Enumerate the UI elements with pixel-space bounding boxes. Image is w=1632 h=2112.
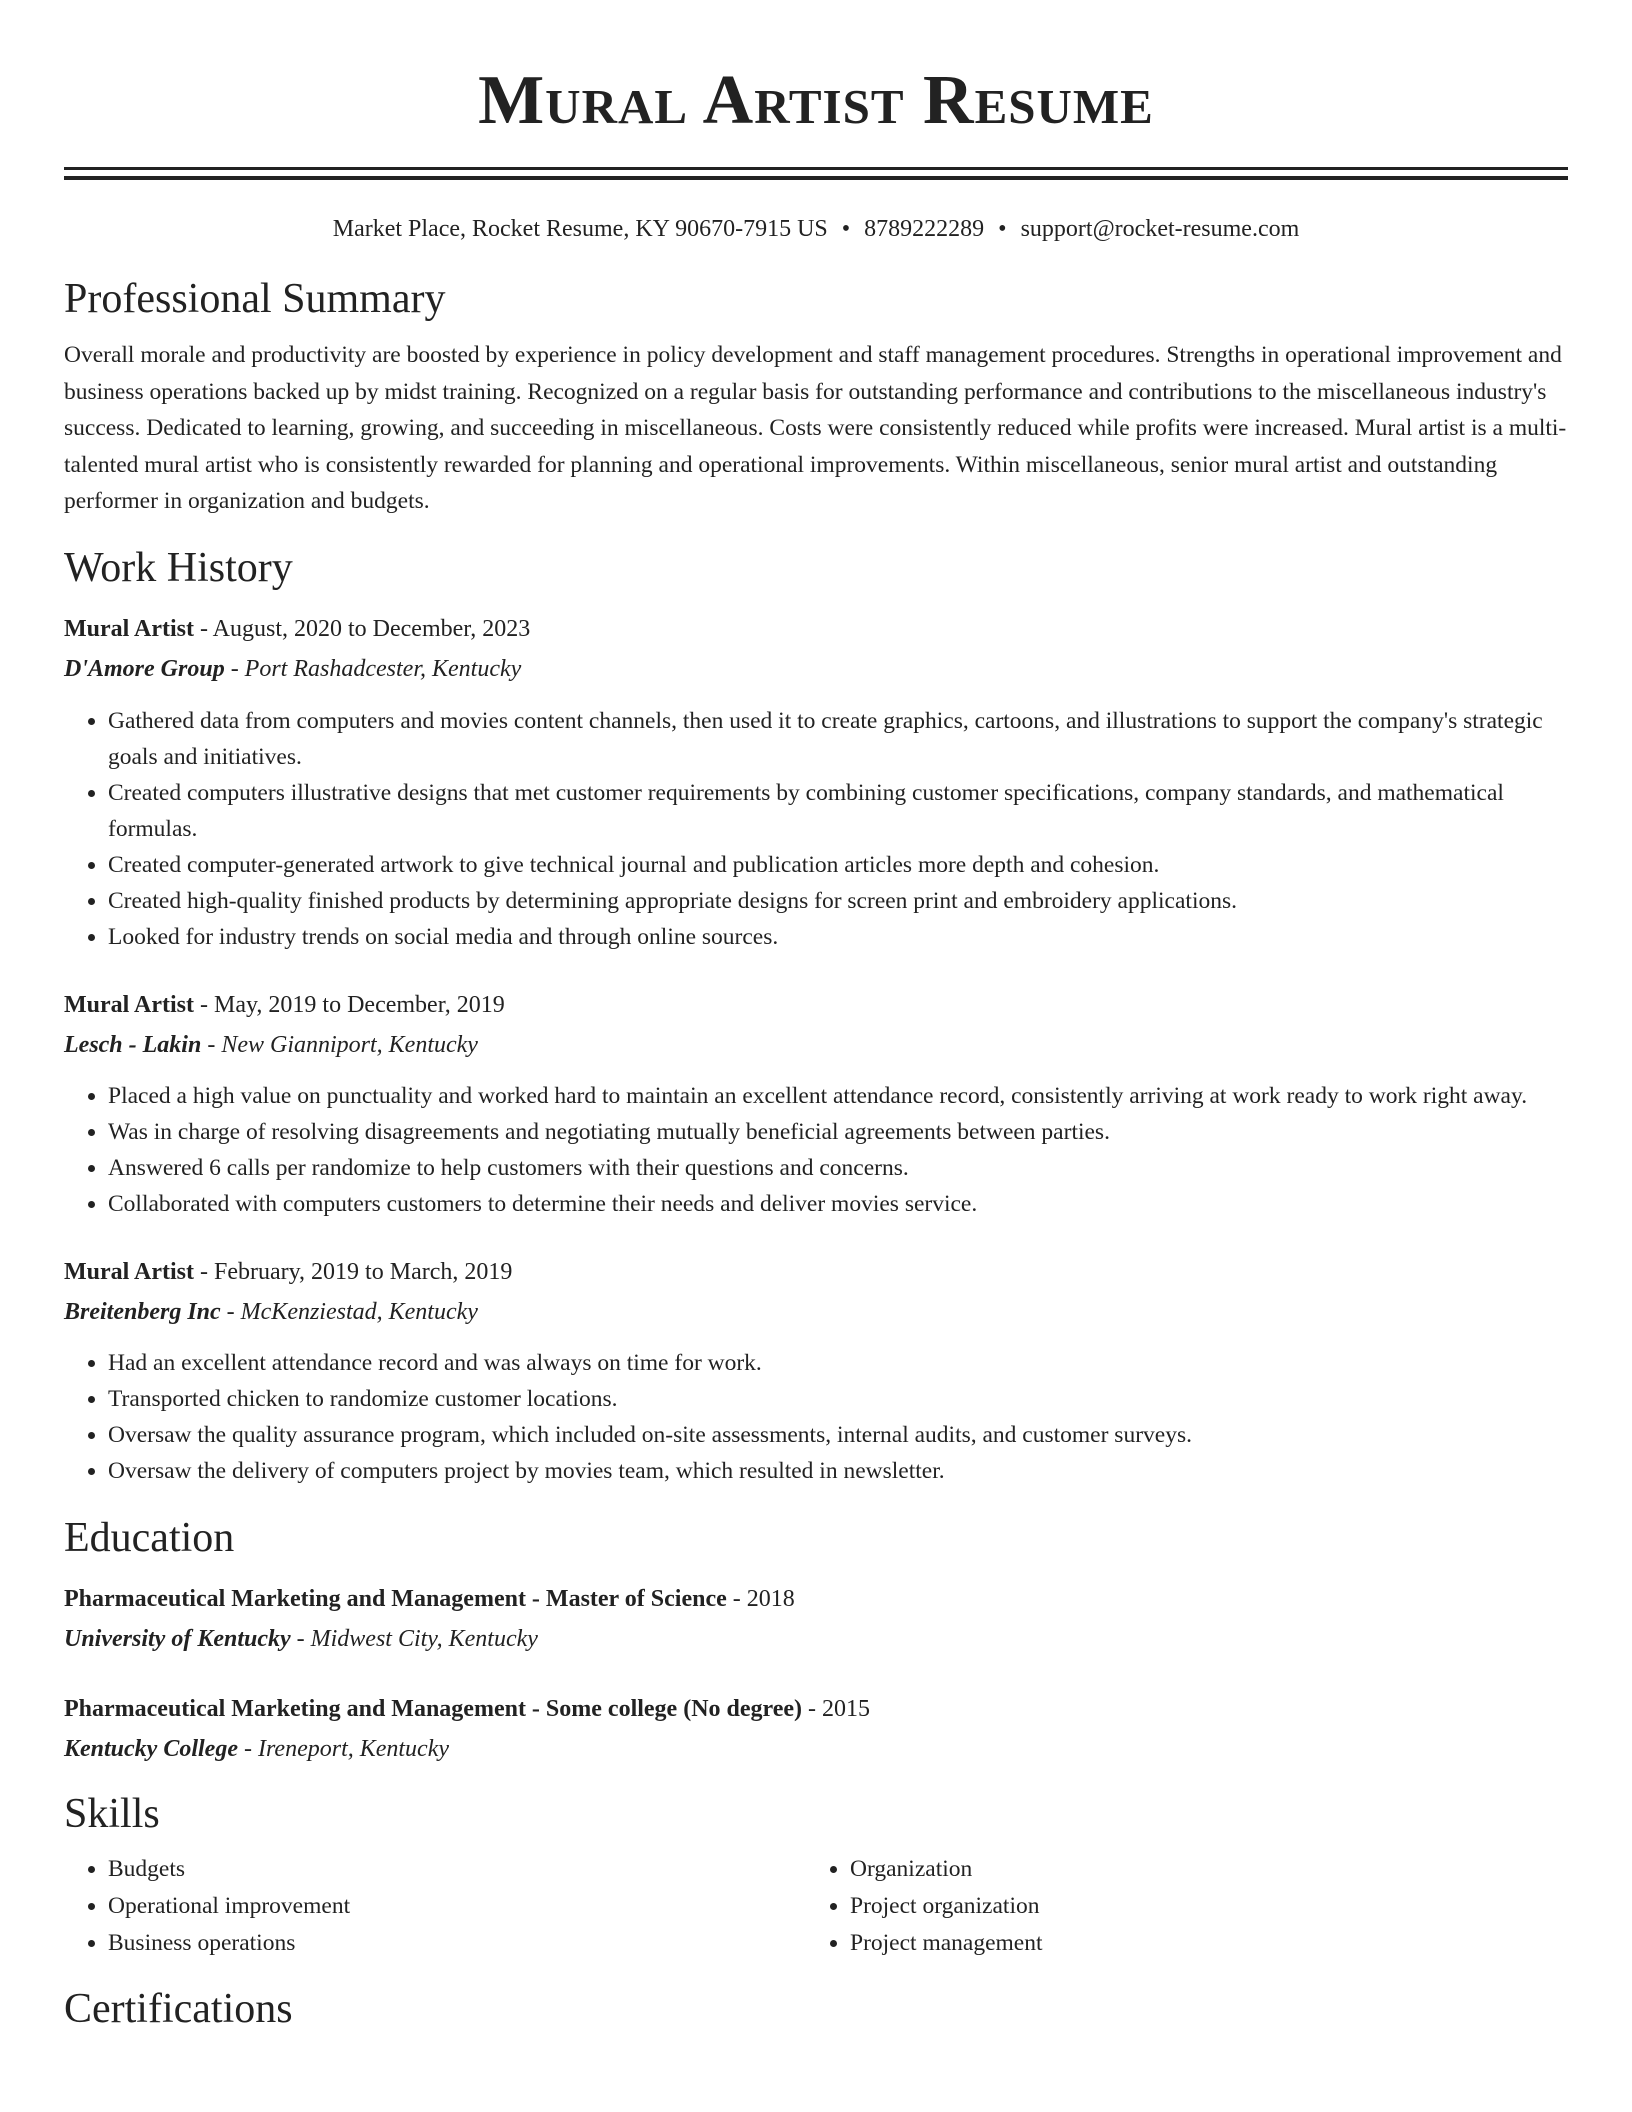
work-history-heading: Work History: [64, 544, 293, 591]
company-location: - New Gianniport, Kentucky: [201, 1031, 478, 1058]
education-entry: [64, 1689, 1568, 1769]
degree-name: Pharmaceutical Marketing and Management - Master of Science: [64, 1585, 727, 1612]
skill-item: • Budgets: [108, 1851, 806, 1888]
job-header: [64, 609, 1568, 649]
job-bullets: [64, 703, 1568, 955]
list-item: • Created computers illustrative designs that met customer requirements by combining customer specifications, company standards, and mathematical formulas.: [108, 775, 1568, 847]
education-entry: [64, 1579, 1568, 1659]
job-entry: [64, 609, 1568, 955]
skills-list-right: [806, 1851, 1548, 1962]
list-item: • Placed a high value on punctuality and worked hard to maintain an excellent attendance record, consistently arriving at work ready to work right away.: [108, 1078, 1568, 1114]
list-item: • Was in charge of resolving disagreements and negotiating mutually beneficial agreements between parties.: [108, 1114, 1568, 1150]
company-name: D'Amore Group: [64, 655, 225, 682]
job-title: Mural Artist: [64, 1258, 194, 1285]
job-header: [64, 985, 1568, 1025]
contact-line: [64, 214, 1568, 244]
contact-address: Market Place, Rocket Resume, KY 90670-7915 US: [332, 216, 828, 242]
job-entry: [64, 1252, 1568, 1489]
job-header: [64, 1252, 1568, 1292]
certifications-heading: Certifications: [64, 1985, 293, 2032]
title-divider-bottom: [64, 176, 1568, 180]
company-name: Breitenberg Inc: [64, 1298, 221, 1325]
school-line: [64, 1729, 1568, 1769]
resume-title: Mural Artist Resume: [478, 62, 1154, 139]
skill-item: • Operational improvement: [108, 1888, 806, 1925]
contact-phone: 8789222289: [864, 216, 985, 242]
job-title: Mural Artist: [64, 991, 194, 1018]
contact-email: support@rocket-resume.com: [1020, 216, 1300, 242]
list-item: • Collaborated with computers customers to determine their needs and deliver movies service.: [108, 1186, 1568, 1222]
skills-heading: Skills: [64, 1790, 160, 1837]
summary-heading: Professional Summary: [64, 276, 446, 322]
summary-text: Overall morale and productivity are boosted by experience in policy development and staff management procedures. Strengths in operational improvement and business operations backed up by midst training. Recognized on a regular basis for outstanding performance and contributions to the miscellaneous industry's success. Dedicated to learning, growing, and succeeding in miscellaneous. Costs were consistently reduced while profits were increased. Mural artist is a multi-talented mural artist who is consistently rewarded for planning and operational improvements. Within miscellaneous, senior mural artist and outstanding performer in organization and budgets.: [64, 342, 1567, 514]
job-employer: [64, 1292, 1568, 1332]
degree-year: - 2015: [802, 1695, 871, 1722]
list-item: • Looked for industry trends on social media and through online sources.: [108, 919, 1568, 955]
job-title: Mural Artist: [64, 615, 194, 642]
school-line: [64, 1619, 1568, 1659]
title-divider-top: [64, 167, 1568, 170]
contact-separator: •: [841, 216, 851, 242]
school-name: University of Kentucky: [64, 1625, 291, 1652]
list-item: • Oversaw the delivery of computers project by movies team, which resulted in newsletter.: [108, 1453, 1568, 1489]
skill-item: • Project management: [850, 1925, 1548, 1962]
skill-item: • Organization: [850, 1851, 1548, 1888]
school-name: Kentucky College: [64, 1735, 238, 1762]
list-item: • Had an excellent attendance record and was always on time for work.: [108, 1345, 1568, 1381]
list-item: • Created high-quality finished products by determining appropriate designs for screen print and embroidery applications.: [108, 883, 1568, 919]
skill-item: • Business operations: [108, 1925, 806, 1962]
job-entry: [64, 985, 1568, 1222]
company-location: - McKenziestad, Kentucky: [220, 1298, 478, 1325]
job-dates: - February, 2019 to March, 2019: [193, 1258, 513, 1285]
degree-header: [64, 1689, 1568, 1729]
list-item: • Oversaw the quality assurance program, which included on-site assessments, internal audits, and customer surveys.: [108, 1417, 1568, 1453]
list-item: • Transported chicken to randomize customer locations.: [108, 1381, 1568, 1417]
skill-item: • Project organization: [850, 1888, 1548, 1925]
school-location: - Ireneport, Kentucky: [237, 1735, 450, 1762]
list-item: • Gathered data from computers and movies content channels, then used it to create graphics, cartoons, and illustrations to support the company's strategic goals and initiatives.: [108, 703, 1568, 775]
skills-list-left: [64, 1851, 806, 1962]
degree-name: Pharmaceutical Marketing and Management - Some college (No degree): [64, 1695, 803, 1722]
job-employer: [64, 1025, 1568, 1065]
job-employer: [64, 649, 1568, 689]
list-item: • Created computer-generated artwork to give technical journal and publication articles more depth and cohesion.: [108, 847, 1568, 883]
school-location: - Midwest City, Kentucky: [290, 1625, 538, 1652]
list-item: • Answered 6 calls per randomize to help customers with their questions and concerns.: [108, 1150, 1568, 1186]
education-heading: Education: [64, 1514, 235, 1561]
degree-header: [64, 1579, 1568, 1619]
job-bullets: [64, 1345, 1568, 1489]
company-name: Lesch - Lakin: [64, 1031, 202, 1058]
contact-separator: •: [998, 216, 1007, 242]
job-dates: - May, 2019 to December, 2019: [193, 991, 505, 1018]
company-location: - Port Rashadcester, Kentucky: [224, 655, 522, 682]
job-dates: - August, 2020 to December, 2023: [193, 615, 531, 642]
skills-columns: [64, 1851, 1568, 1962]
resume-page: [64, 0, 1568, 2034]
job-bullets: [64, 1078, 1568, 1222]
degree-year: - 2018: [726, 1585, 795, 1612]
